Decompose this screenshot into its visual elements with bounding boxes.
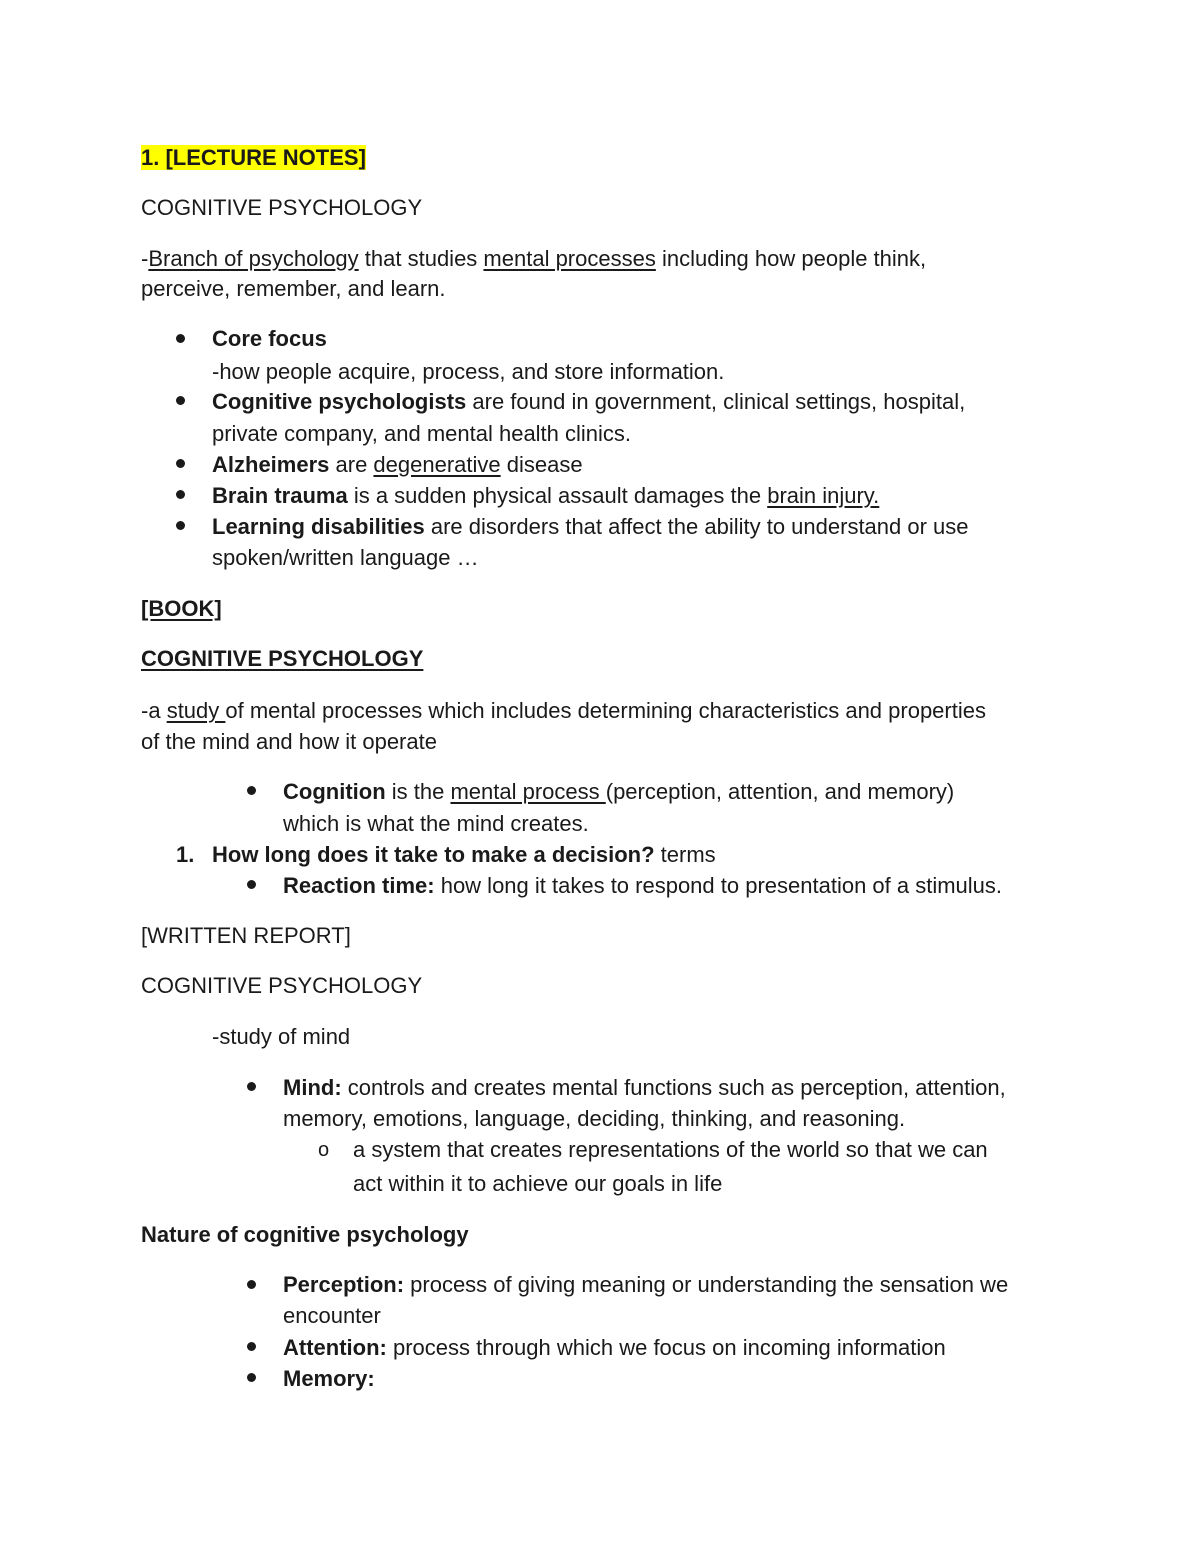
mind-sub-line1: a system that creates representations of the world so that we can <box>353 1137 988 1162</box>
attention-term: Attention: <box>283 1335 387 1360</box>
cog-psych-term: Cognitive psychologists <box>212 389 467 414</box>
brain-trauma-mid: is a sudden physical assault damages the <box>347 483 768 508</box>
perception-line1 <box>283 1273 1008 1297</box>
question-line <box>212 843 716 867</box>
book-heading: [BOOK] <box>141 596 222 621</box>
attention-line <box>283 1336 946 1360</box>
learning-term: Learning disabilities <box>212 514 425 539</box>
perception-desc: process of giving meaning or understanding the sensation we <box>404 1272 1009 1297</box>
question-text: How long does it take to make a decision? <box>212 842 655 867</box>
lecture-heading-text: 1. [LECTURE NOTES] <box>141 145 366 170</box>
report-intro: -study of mind <box>212 1024 351 1049</box>
attention-desc: process through which we focus on incoming information <box>386 1335 946 1360</box>
bullet-icon <box>247 1373 256 1382</box>
cognition-line1 <box>283 780 954 804</box>
cog-psych-line1 <box>212 390 965 414</box>
memory-term: Memory: <box>283 1366 375 1391</box>
intro-text: that studies <box>358 246 484 271</box>
bullet-icon <box>176 459 185 468</box>
reaction-line <box>283 874 1002 898</box>
mind-term: Mind: <box>283 1075 342 1100</box>
alzheimers-mid: are <box>329 452 374 477</box>
learning-desc: are disorders that affect the ability to understand or use <box>424 514 969 539</box>
mind-line1 <box>283 1076 1006 1100</box>
book-intro-pre: -a <box>141 698 167 723</box>
question-post: terms <box>654 842 716 867</box>
lecture-heading <box>141 146 366 170</box>
book-intro-line1 <box>141 699 986 723</box>
brain-trauma-line <box>212 484 879 508</box>
core-focus-term: Core focus <box>212 326 327 351</box>
mind-desc: controls and creates mental functions such as perception, attention, <box>341 1075 1006 1100</box>
bullet-icon <box>176 521 185 530</box>
intro-text: including how people think, <box>655 246 927 271</box>
reaction-desc: how long it takes to respond to presentation of a stimulus. <box>434 873 1003 898</box>
brain-trauma-term: Brain trauma <box>212 483 348 508</box>
cognition-line2: which is what the mind creates. <box>283 811 589 836</box>
term-mental-process: mental process <box>450 779 606 804</box>
cognition-post: (perception, attention, and memory) <box>605 779 955 804</box>
bullet-icon <box>247 1342 256 1351</box>
perception-line2: encounter <box>283 1303 381 1328</box>
cog-psych-desc: are found in government, clinical settings, hospital, <box>466 389 966 414</box>
alzheimers-line <box>212 453 583 477</box>
question-number: 1. <box>176 842 195 867</box>
report-title: COGNITIVE PSYCHOLOGY <box>141 973 423 998</box>
report-heading: [WRITTEN REPORT] <box>141 923 351 948</box>
cognition-mid: is the <box>385 779 451 804</box>
bullet-icon <box>176 396 185 405</box>
bullet-icon <box>247 786 256 795</box>
mind-sub-line2: act within it to achieve our goals in life <box>353 1171 723 1196</box>
reaction-term: Reaction time: <box>283 873 435 898</box>
lecture-intro-line1 <box>141 247 926 271</box>
bullet-icon <box>176 334 185 343</box>
learning-line2: spoken/written language … <box>212 545 479 570</box>
lecture-intro-line2: perceive, remember, and learn. <box>141 276 446 301</box>
term-study: study <box>166 698 226 723</box>
lecture-title: COGNITIVE PSYCHOLOGY <box>141 195 423 220</box>
nature-heading: Nature of cognitive psychology <box>141 1222 469 1247</box>
book-intro-post: of mental processes which includes determining characteristics and properties <box>225 698 986 723</box>
term-branch-of-psychology: Branch of psychology <box>148 246 359 271</box>
core-focus-desc: -how people acquire, process, and store information. <box>212 359 725 384</box>
bullet-icon <box>247 880 256 889</box>
term-degenerative: degenerative <box>373 452 501 477</box>
book-title: COGNITIVE PSYCHOLOGY <box>141 646 424 671</box>
bullet-icon <box>247 1082 256 1091</box>
cognition-term: Cognition <box>283 779 386 804</box>
perception-term: Perception: <box>283 1272 405 1297</box>
circle-bullet-icon: o <box>318 1139 330 1161</box>
book-intro-line2: of the mind and how it operate <box>141 729 437 754</box>
bullet-icon <box>176 490 185 499</box>
learning-line1 <box>212 515 969 539</box>
alzheimers-end: disease <box>500 452 583 477</box>
alzheimers-term: Alzheimers <box>212 452 330 477</box>
term-brain-injury: brain injury. <box>767 483 880 508</box>
cog-psych-line2: private company, and mental health clinics. <box>212 421 632 446</box>
bullet-icon <box>247 1280 256 1289</box>
term-mental-processes: mental processes <box>483 246 656 271</box>
dash: - <box>141 246 149 271</box>
mind-line2: memory, emotions, language, deciding, thinking, and reasoning. <box>283 1106 906 1131</box>
